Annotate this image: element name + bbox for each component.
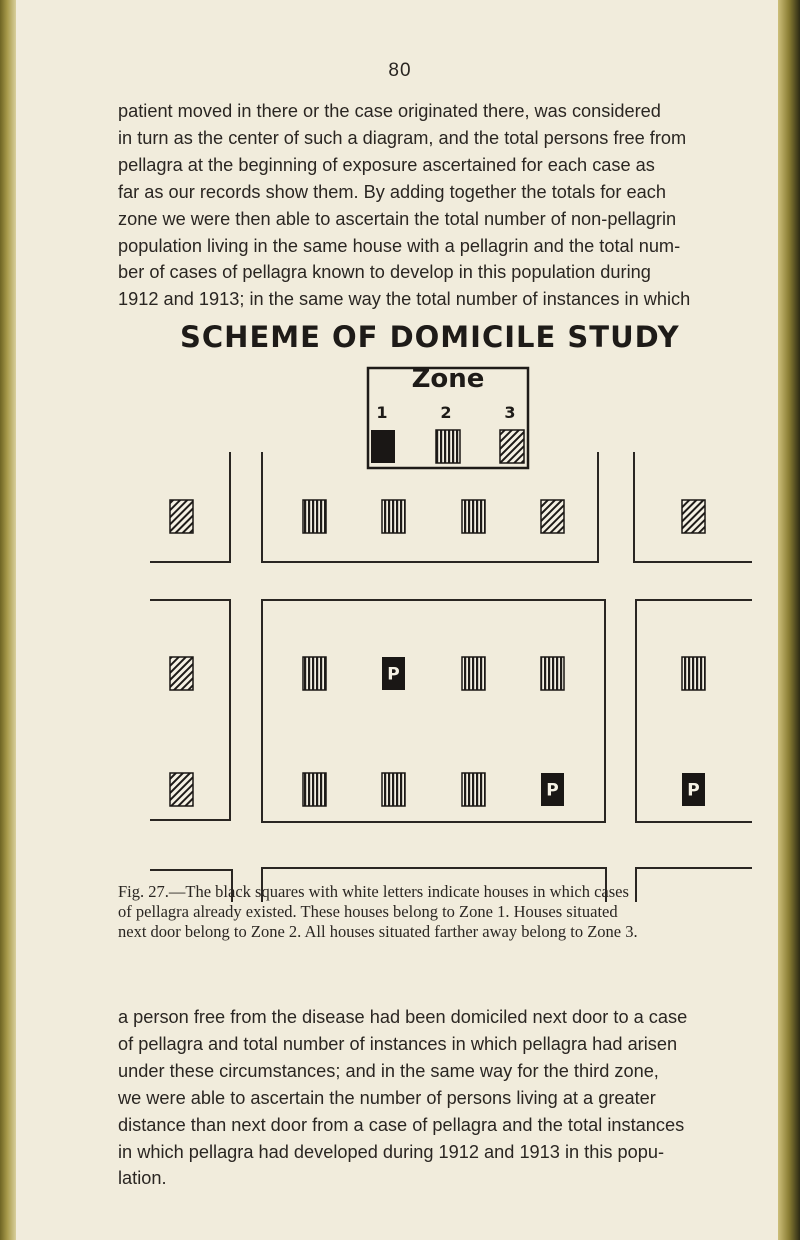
house-zone-2 (303, 657, 326, 690)
caption-label: Fig. 27. (118, 882, 169, 901)
text-line: in which pellagra had developed during 1912 and 1913 in this popu- (118, 1141, 665, 1162)
text-line: a person free from the disease had been domiciled next door to a case (118, 1007, 688, 1027)
zone-legend-swatch-1 (371, 430, 395, 463)
text-line: we were able to ascertain the number of persons living at a greater (118, 1087, 656, 1108)
house-zone-2 (303, 773, 326, 806)
house-layer (170, 500, 705, 806)
house-zone-2 (682, 657, 705, 690)
text-line: pellagra at the beginning of exposure ascertained for each case as (118, 154, 655, 175)
text-line: under these circumstances; and in the same way for the third zone, (118, 1060, 659, 1081)
text-line: of pellagra and total number of instances in which pellagra had arisen (118, 1033, 678, 1054)
house-zone-3 (170, 657, 193, 690)
text-line: zone we were then able to ascertain the total number of non-pellagrin (118, 208, 677, 229)
zone-legend-swatch-3 (500, 430, 524, 463)
bottom-paragraph (118, 1004, 754, 1192)
text-line: in turn as the center of such a diagram, and the total persons free from (118, 127, 687, 148)
text-line: distance than next door from a case of pellagra and the total instances (118, 1114, 685, 1135)
text-line: population living in the same house with a pellagrin and the total num- (118, 235, 681, 256)
house-zone-2 (541, 657, 564, 690)
house-zone-2 (303, 500, 326, 533)
text-line: 1912 and 1913; in the same way the total number of instances in which (118, 289, 691, 310)
text-line: lation. (118, 1168, 167, 1189)
house-zone-2 (382, 500, 405, 533)
house-pellagra-letter: P (387, 664, 400, 685)
house-pellagra-letter: P (687, 780, 700, 801)
house-zone-2 (462, 657, 485, 690)
house-zone-3 (170, 500, 193, 533)
zone-legend-number-3: 3 (504, 403, 516, 422)
caption-line: of pellagra already existed. These houses belong to Zone 1. Houses situated (118, 902, 618, 921)
caption-text: —The black squares with white letters indicate houses in which cases (168, 882, 629, 901)
house-zone-2 (462, 773, 485, 806)
house-zone-3 (541, 500, 564, 533)
figure-caption (118, 882, 754, 942)
text-line: far as our records show them. By adding together the totals for each (118, 181, 666, 202)
zone-legend-heading: Zone (411, 364, 485, 394)
figure-title: SCHEME OF DOMICILE STUDY (180, 320, 680, 354)
text-line: ber of cases of pellagra known to develop in this population during (118, 262, 651, 283)
house-zone-2 (382, 773, 405, 806)
house-zone-2 (462, 500, 485, 533)
zone-legend-swatch-2 (436, 430, 460, 463)
caption-line: next door belong to Zone 2. All houses situated farther away belong to Zone 3. (118, 922, 638, 941)
caption-line (118, 882, 754, 902)
zone-legend-number-2: 2 (440, 403, 452, 422)
house-pellagra-letter: P (546, 780, 559, 801)
block-outlines (150, 452, 752, 902)
house-zone-3 (170, 773, 193, 806)
page-number: 80 (388, 60, 412, 81)
zone-legend-number-1: 1 (376, 403, 388, 422)
text-line: patient moved in there or the case originated there, was considered (118, 101, 661, 121)
house-zone-3 (682, 500, 705, 533)
